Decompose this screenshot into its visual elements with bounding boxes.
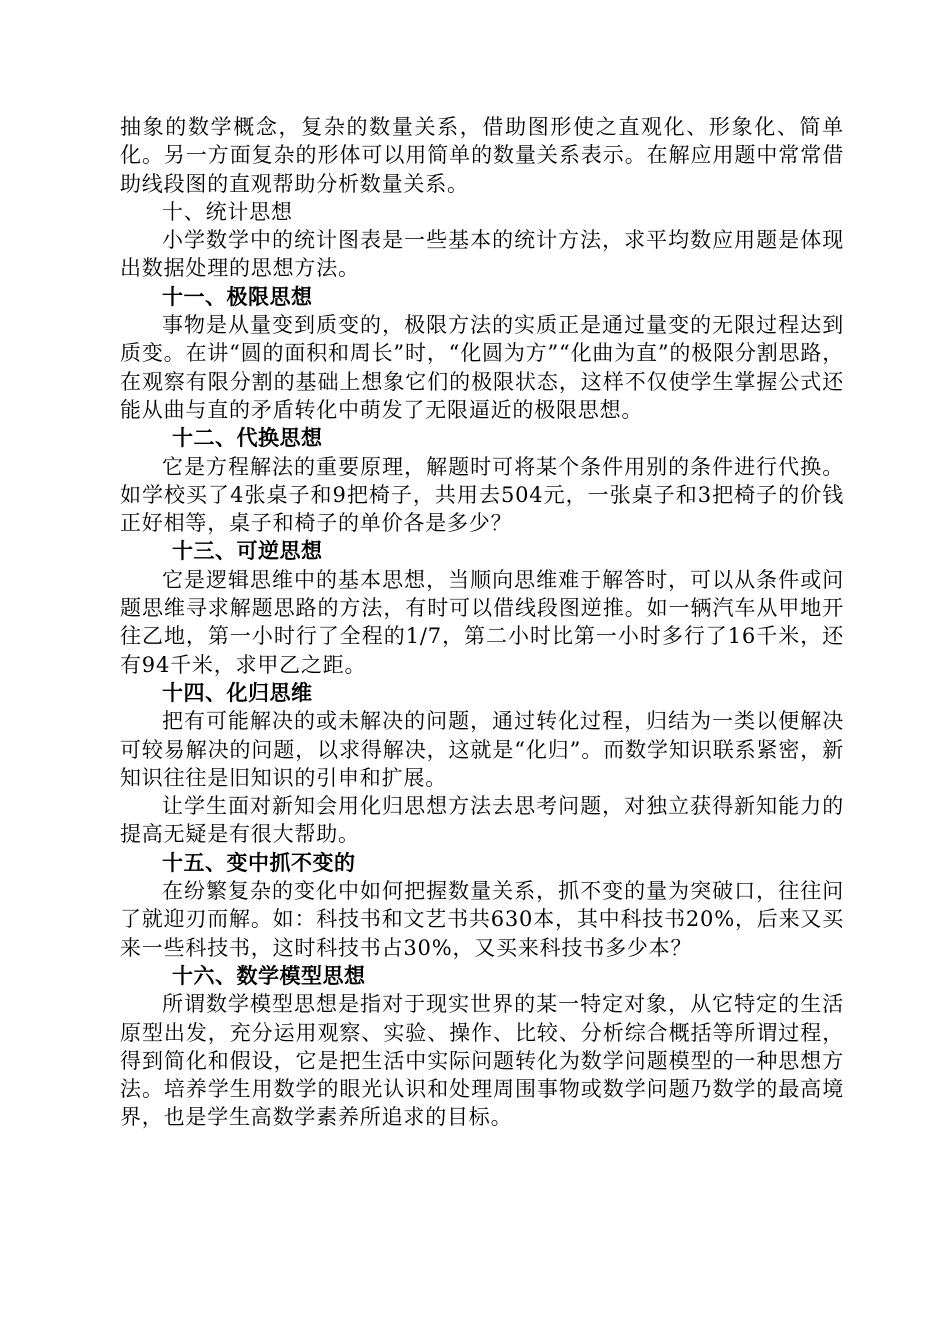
heading-invariant: 十五、变中抓不变的 (162, 850, 356, 875)
paragraph-modeling: 所谓数学模型思想是指对于现实世界的某一特定对象，从它特定的生活原型出发，充分运用观察、实验、操作、比较、分析综合概括等所谓过程，得到简化和假设，它是把生活中实际问题转化为数学问题模型的一种思想方法。培养学生用数学的眼光认识和处理周围事物或数学问题乃数学的最高境界，也是学生高数学素养所追求的目标。 (120, 992, 844, 1130)
paragraph-reversible: 它是逻辑思维中的基本思想，当顺向思维难于解答时，可以从条件或问题思维寻求解题思路的方法，有时可以借线段图逆推。如一辆汽车从甲地开往乙地，第一小时行了全程的1/7，第二小时比第一小时多行了16千米，还有94千米，求甲乙之距。 (120, 567, 844, 677)
paragraph-reduction-1: 把有可能解决的或未解决的问题，通过转化过程，归结为一类以便解决可较易解决的问题，以求得解决，这就是“化归”。而数学知识联系紧密，新知识往往是旧知识的引申和扩展。 (120, 709, 844, 790)
paragraph-substitution: 它是方程解法的重要原理，解题时可将某个条件用别的条件进行代换。如学校买了4张桌子和9把椅子，共用去504元，一张桌子和3把椅子的价钱正好相等，桌子和椅子的单价各是多少？ (120, 454, 844, 536)
paragraph-invariant: 在纷繁复杂的变化中如何把握数量关系，抓不变的量为突破口，往往问了就迎刃而解。如：科技书和文艺书共630本，其中科技书20%，后来又买来一些科技书，这时科技书占30%，又买来科技书多少本？ (120, 879, 844, 960)
paragraph-reduction-2: 让学生面对新知会用化归思想方法去思考问题，对独立获得新知能力的提高无疑是有很大帮助。 (120, 794, 844, 847)
heading-modeling: 十六、数学模型思想 (172, 963, 366, 988)
heading-reversible: 十三、可逆思想 (172, 539, 323, 564)
paragraph-statistics: 小学数学中的统计图表是一些基本的统计方法，求平均数应用题是体现出数据处理的思想方法。 (120, 228, 844, 281)
paragraph-intro: 抽象的数学概念，复杂的数量关系，借助图形使之直观化、形象化、简单化。另一方面复杂的形体可以用简单的数量关系表示。在解应用题中常常借助线段图的直观帮助分析数量关系。 (120, 115, 844, 196)
heading-reduction: 十四、化归思维 (162, 680, 313, 705)
heading-substitution: 十二、代换思想 (172, 426, 323, 451)
heading-limit: 十一、极限思想 (162, 284, 313, 309)
heading-statistics: 十、统计思想 (162, 199, 293, 224)
paragraph-limit: 事物是从量变到质变的，极限方法的实质正是通过量变的无限过程达到质变。在讲“圆的面积和周长”时，“化圆为方”“化曲为直”的极限分割思路，在观察有限分割的基础上想象它们的极限状态，这样不仅使学生掌握公式还能从曲与直的矛盾转化中萌发了无限逼近的极限思想。 (120, 313, 844, 422)
document-page (120, 113, 844, 1132)
